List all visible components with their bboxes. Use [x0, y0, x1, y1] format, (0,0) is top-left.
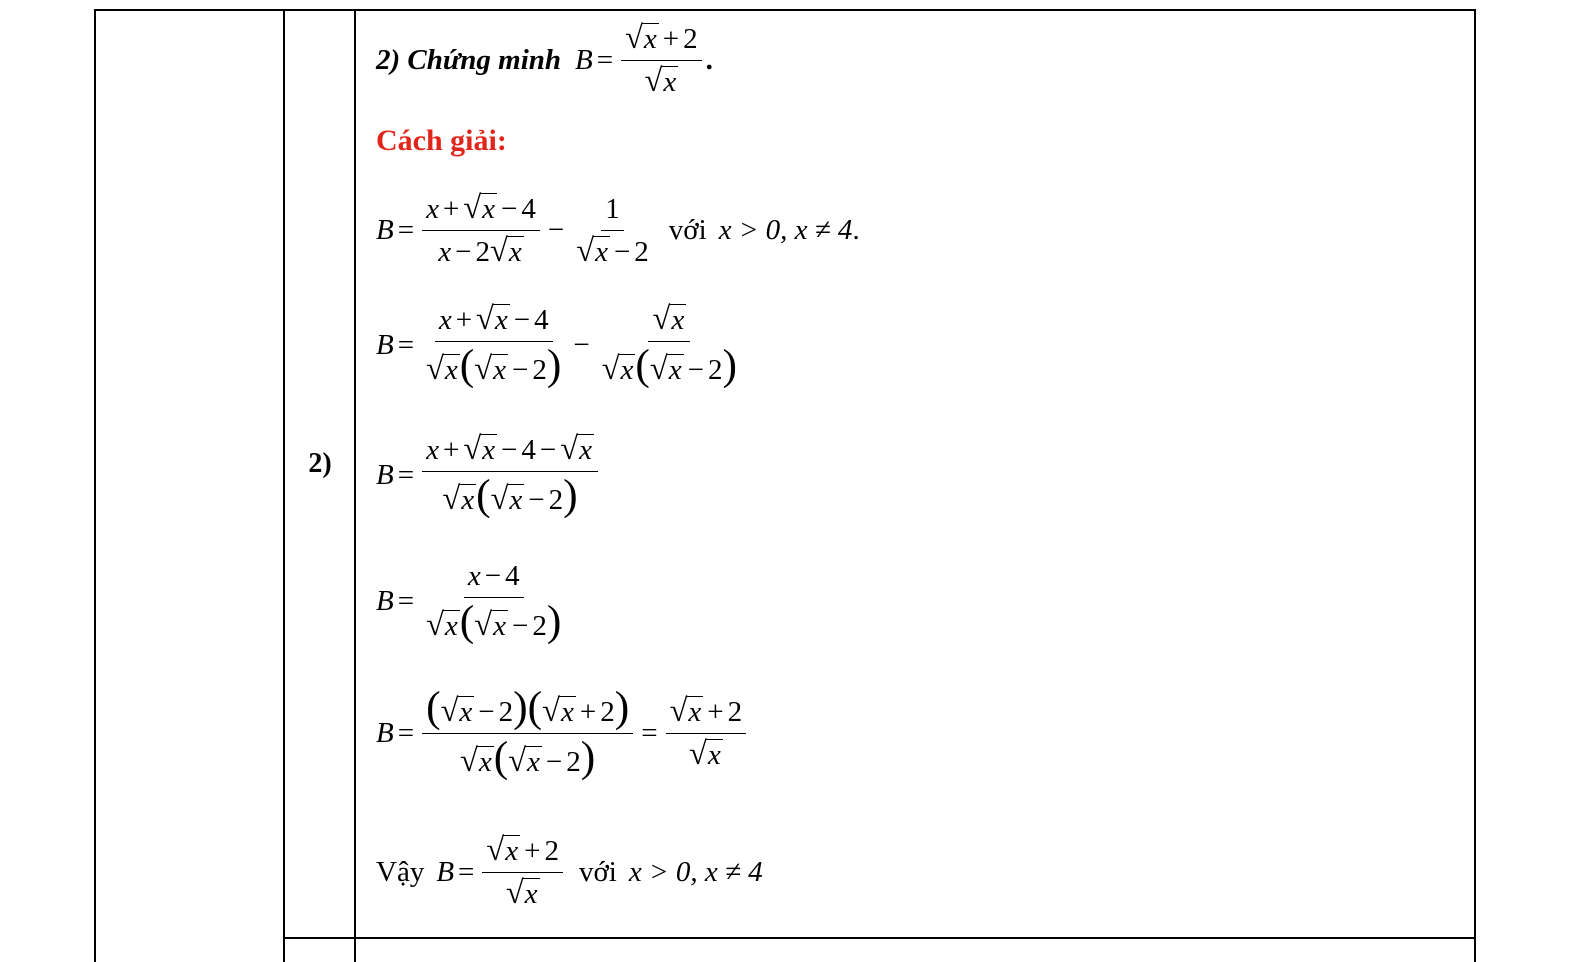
- equals-sign: =: [596, 44, 614, 76]
- fraction: x + √ x − 4 x − 2 √ x: [422, 192, 540, 269]
- step-4: B = x − 4 √ x ( √ x − 2): [376, 560, 569, 643]
- table-border-top: [94, 9, 1476, 11]
- fraction: √ x + 2 √ x: [621, 22, 702, 99]
- question-number: 2): [308, 448, 332, 479]
- fraction: 1 √ x − 2: [576, 192, 649, 269]
- fraction: √ x + 2 √ x: [666, 695, 747, 772]
- table-row-bottom: [283, 937, 1476, 939]
- step-3: B = x + √ x − 4 − √ x √ x ( √ x − 2): [376, 433, 602, 517]
- fraction: √ x √ x ( √ x − 2): [601, 301, 737, 389]
- fraction: √ x + 2 √ x: [482, 834, 563, 911]
- fraction: x − 4 √ x ( √ x − 2): [426, 560, 562, 645]
- method-label: Cách giải:: [376, 124, 507, 157]
- table-divider-2: [354, 9, 356, 962]
- conclusion-word: Vậy: [376, 856, 425, 888]
- condition-word: với: [668, 214, 707, 246]
- table-divider-1: [283, 9, 285, 962]
- step-1: B = x + √ x − 4 x − 2 √ x − 1 √ x − 2 với x > 0, x ≠ 4 .: [376, 190, 860, 269]
- fraction: x + √ x − 4 √ x ( √ x − 2): [426, 301, 562, 389]
- fraction: ( √ x − 2)( √ x + 2) √ x ( √ x − 2): [422, 688, 633, 779]
- conclusion: Vậy B = √ x + 2 √ x với x > 0, x ≠ 4: [376, 832, 763, 911]
- period: .: [705, 44, 713, 76]
- fraction: x + √ x − 4 − √ x √ x ( √ x − 2): [422, 433, 598, 517]
- step-5: B = ( √ x − 2)( √ x + 2) √ x ( √ x − 2) = √ x + 2 √ x: [376, 688, 750, 779]
- condition: x > 0, x ≠ 4: [628, 856, 763, 888]
- table-border-right: [1474, 9, 1476, 962]
- condition: x > 0, x ≠ 4: [718, 214, 853, 246]
- heading-text: 2) Chứng minh: [376, 44, 562, 76]
- var-B: B: [575, 44, 593, 76]
- task-heading: [376, 22, 713, 99]
- step-2: B = x + √ x − 4 √ x ( √ x − 2) − √ x √ x ( √ x − 2): [376, 303, 745, 387]
- table-border-left: [94, 9, 96, 962]
